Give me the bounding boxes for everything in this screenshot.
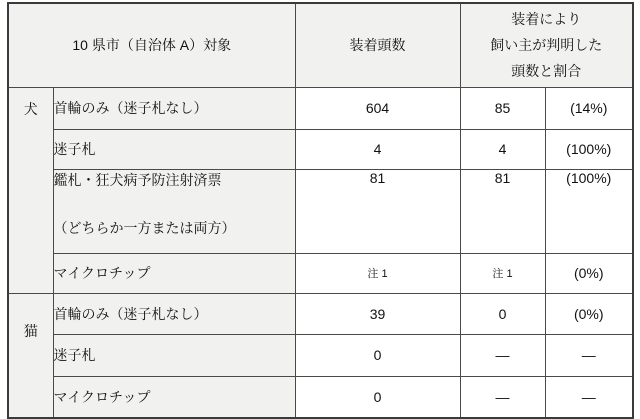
identified-count-note: 注 1 (460, 253, 545, 293)
identified-rate: — (545, 334, 633, 376)
identified-count: 81 (460, 169, 545, 253)
row-label (53, 169, 295, 253)
identified-rate: (14%) (545, 87, 633, 129)
header-identified-line2: 飼い主が判明した (490, 37, 603, 54)
equipped-count: 39 (295, 293, 460, 334)
table-row-dog-collar (8, 87, 633, 129)
identified-count: — (460, 376, 545, 418)
header-equipped-count: 装着頭数 (295, 3, 460, 87)
identified-rate: (100%) (545, 129, 633, 169)
row-label: マイクロチップ (53, 253, 295, 293)
identified-rate: — (545, 376, 633, 418)
identified-rate: (0%) (545, 293, 633, 334)
table-row-cat-collar (8, 293, 633, 334)
row-label: 迷子札 (53, 334, 295, 376)
header-row (8, 3, 633, 87)
equipped-count: 604 (295, 87, 460, 129)
table-row-dog-license (8, 169, 633, 253)
identified-count: 4 (460, 129, 545, 169)
identified-rate: (0%) (545, 253, 633, 293)
row-label-line1: 鑑札・狂犬病予防注射済票 (53, 171, 222, 188)
pet-id-table (7, 2, 634, 419)
table-row-dog-tag (8, 129, 633, 169)
row-label-line2: （どちらか一方または両方） (53, 219, 236, 236)
animal-cell-dog: 犬 (8, 87, 53, 293)
table-row-cat-tag (8, 334, 633, 376)
animal-cell-cat: 猫 (8, 293, 53, 418)
equipped-count: 81 (295, 169, 460, 253)
equipped-count: 0 (295, 376, 460, 418)
identified-count: — (460, 334, 545, 376)
identified-count: 0 (460, 293, 545, 334)
row-label: マイクロチップ (53, 376, 295, 418)
header-identified-count-rate (460, 3, 633, 87)
table-row-cat-microchip (8, 376, 633, 418)
row-label: 迷子札 (53, 129, 295, 169)
equipped-count-note: 注 1 (295, 253, 460, 293)
header-target-label: 10 県市（自治体 A）対象 (8, 3, 295, 87)
header-identified-line3: 頭数と割合 (511, 63, 582, 80)
equipped-count: 4 (295, 129, 460, 169)
header-identified-line1: 装着により (511, 11, 582, 28)
equipped-count: 0 (295, 334, 460, 376)
row-label: 首輪のみ（迷子札なし） (53, 293, 295, 334)
identified-rate: (100%) (545, 169, 633, 253)
table-row-dog-microchip (8, 253, 633, 293)
row-label: 首輪のみ（迷子札なし） (53, 87, 295, 129)
identified-count: 85 (460, 87, 545, 129)
